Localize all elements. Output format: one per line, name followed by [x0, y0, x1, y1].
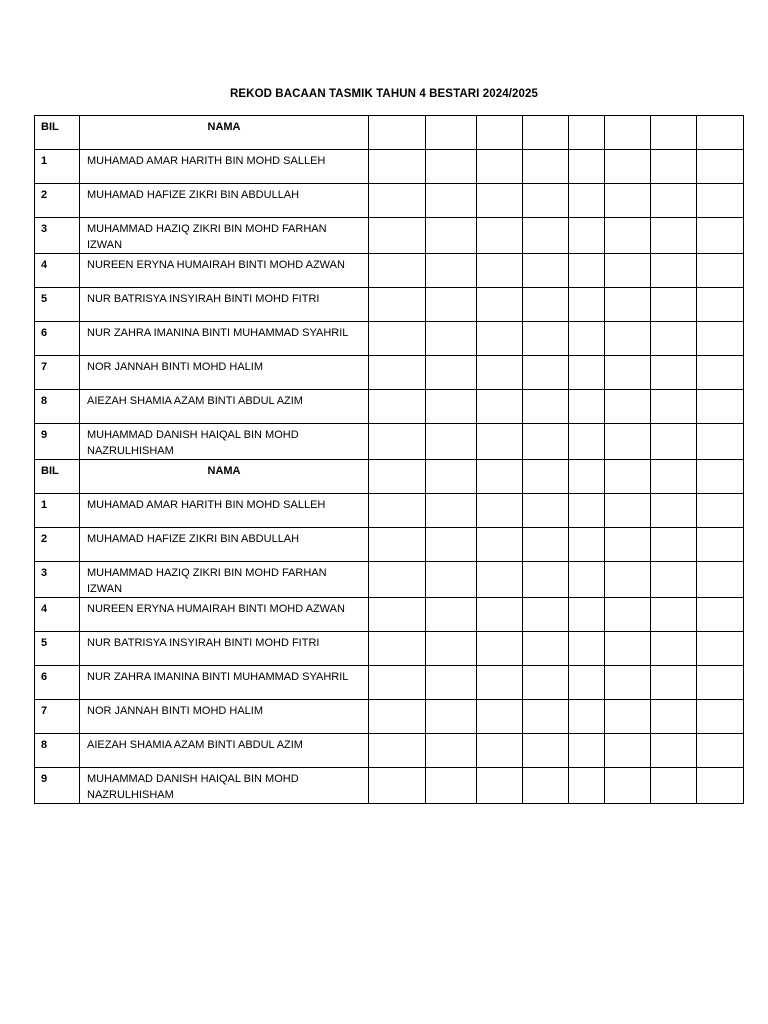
record-blank-cell[interactable]: [605, 528, 651, 562]
record-blank-cell[interactable]: [426, 562, 477, 598]
record-blank-cell[interactable]: [651, 562, 697, 598]
record-blank-cell[interactable]: [426, 424, 477, 460]
nama-cell: NUR BATRISYA INSYIRAH BINTI MOHD FITRI: [80, 632, 369, 666]
record-blank-cell[interactable]: [426, 356, 477, 390]
record-blank-cell[interactable]: [426, 632, 477, 666]
record-blank-cell[interactable]: [477, 184, 523, 218]
record-blank-cell[interactable]: [651, 734, 697, 768]
record-blank-cell[interactable]: [697, 322, 744, 356]
record-blank-cell[interactable]: [569, 424, 605, 460]
header-blank-cell: [523, 460, 569, 494]
bil-cell: 2: [35, 528, 80, 562]
record-blank-cell[interactable]: [369, 356, 426, 390]
record-blank-cell[interactable]: [605, 562, 651, 598]
record-blank-cell[interactable]: [697, 254, 744, 288]
bil-cell: 1: [35, 150, 80, 184]
tasmik-record-table: [34, 115, 744, 804]
record-blank-cell[interactable]: [523, 254, 569, 288]
record-blank-cell[interactable]: [697, 424, 744, 460]
record-blank-cell[interactable]: [697, 632, 744, 666]
record-blank-cell[interactable]: [605, 150, 651, 184]
record-blank-cell[interactable]: [426, 254, 477, 288]
table-row: [35, 218, 744, 254]
record-blank-cell[interactable]: [651, 390, 697, 424]
header-blank-cell: [426, 116, 477, 150]
bil-cell: 5: [35, 632, 80, 666]
record-blank-cell[interactable]: [369, 254, 426, 288]
record-blank-cell[interactable]: [697, 562, 744, 598]
bil-cell: 6: [35, 666, 80, 700]
record-blank-cell[interactable]: [426, 666, 477, 700]
record-blank-cell[interactable]: [523, 528, 569, 562]
record-blank-cell[interactable]: [477, 632, 523, 666]
nama-cell: NUR ZAHRA IMANINA BINTI MUHAMMAD SYAHRIL: [80, 322, 369, 356]
record-blank-cell[interactable]: [651, 254, 697, 288]
record-blank-cell[interactable]: [369, 288, 426, 322]
record-blank-cell[interactable]: [523, 494, 569, 528]
header-blank-cell: [569, 116, 605, 150]
nama-cell: MUHAMMAD DANISH HAIQAL BIN MOHD NAZRULHISHAM: [80, 424, 369, 460]
record-blank-cell[interactable]: [605, 218, 651, 254]
record-blank-cell[interactable]: [697, 494, 744, 528]
page-title: REKOD BACAAN TASMIK TAHUN 4 BESTARI 2024/2025: [229, 88, 539, 100]
bil-cell: 3: [35, 562, 80, 598]
bil-cell: 8: [35, 390, 80, 424]
table-header-row: [35, 460, 744, 494]
record-blank-cell[interactable]: [477, 598, 523, 632]
record-blank-cell[interactable]: [477, 356, 523, 390]
header-blank-cell: [697, 116, 744, 150]
nama-cell: NUREEN ERYNA HUMAIRAH BINTI MOHD AZWAN: [80, 598, 369, 632]
bil-cell: 9: [35, 768, 80, 804]
record-blank-cell[interactable]: [697, 150, 744, 184]
bil-cell: 4: [35, 254, 80, 288]
record-blank-cell[interactable]: [569, 150, 605, 184]
record-blank-cell[interactable]: [477, 322, 523, 356]
record-blank-cell[interactable]: [477, 494, 523, 528]
bil-cell: 8: [35, 734, 80, 768]
header-blank-cell: [651, 116, 697, 150]
table-row: [35, 390, 744, 424]
record-blank-cell[interactable]: [569, 494, 605, 528]
record-blank-cell[interactable]: [651, 424, 697, 460]
record-blank-cell[interactable]: [569, 734, 605, 768]
bil-cell: 6: [35, 322, 80, 356]
record-blank-cell[interactable]: [569, 768, 605, 804]
record-blank-cell[interactable]: [605, 666, 651, 700]
record-blank-cell[interactable]: [697, 218, 744, 254]
record-blank-cell[interactable]: [605, 390, 651, 424]
nama-cell: NOR JANNAH BINTI MOHD HALIM: [80, 356, 369, 390]
record-blank-cell[interactable]: [605, 598, 651, 632]
record-blank-cell[interactable]: [605, 734, 651, 768]
record-blank-cell[interactable]: [569, 528, 605, 562]
record-blank-cell[interactable]: [426, 598, 477, 632]
record-blank-cell[interactable]: [651, 494, 697, 528]
record-blank-cell[interactable]: [369, 218, 426, 254]
record-blank-cell[interactable]: [426, 322, 477, 356]
record-blank-cell[interactable]: [523, 218, 569, 254]
table-row: [35, 666, 744, 700]
record-blank-cell[interactable]: [697, 700, 744, 734]
record-blank-cell[interactable]: [569, 218, 605, 254]
table-header-row: [35, 116, 744, 150]
bil-cell: 7: [35, 700, 80, 734]
bil-cell: 3: [35, 218, 80, 254]
record-blank-cell[interactable]: [697, 288, 744, 322]
record-blank-cell[interactable]: [426, 528, 477, 562]
record-blank-cell[interactable]: [651, 700, 697, 734]
record-blank-cell[interactable]: [369, 562, 426, 598]
record-blank-cell[interactable]: [426, 700, 477, 734]
record-blank-cell[interactable]: [697, 528, 744, 562]
record-blank-cell[interactable]: [605, 768, 651, 804]
nama-cell: MUHAMAD HAFIZE ZIKRI BIN ABDULLAH: [80, 528, 369, 562]
record-blank-cell[interactable]: [569, 666, 605, 700]
record-blank-cell[interactable]: [569, 598, 605, 632]
table-row: [35, 562, 744, 598]
record-blank-cell[interactable]: [523, 356, 569, 390]
nama-cell: NUREEN ERYNA HUMAIRAH BINTI MOHD AZWAN: [80, 254, 369, 288]
record-blank-cell[interactable]: [523, 598, 569, 632]
record-blank-cell[interactable]: [651, 632, 697, 666]
record-blank-cell[interactable]: [426, 150, 477, 184]
record-blank-cell[interactable]: [651, 356, 697, 390]
header-blank-cell: [369, 460, 426, 494]
record-blank-cell[interactable]: [477, 390, 523, 424]
header-blank-cell: [605, 116, 651, 150]
record-blank-cell[interactable]: [651, 528, 697, 562]
record-blank-cell[interactable]: [426, 768, 477, 804]
record-blank-cell[interactable]: [369, 150, 426, 184]
header-blank-cell: [426, 460, 477, 494]
record-blank-cell[interactable]: [523, 322, 569, 356]
table-row: [35, 632, 744, 666]
table-row: [35, 150, 744, 184]
record-blank-cell[interactable]: [477, 666, 523, 700]
table-row: [35, 356, 744, 390]
record-blank-cell[interactable]: [523, 666, 569, 700]
record-blank-cell[interactable]: [651, 598, 697, 632]
table-row: [35, 734, 744, 768]
record-blank-cell[interactable]: [697, 390, 744, 424]
record-blank-cell[interactable]: [651, 322, 697, 356]
record-blank-cell[interactable]: [651, 768, 697, 804]
record-blank-cell[interactable]: [569, 562, 605, 598]
record-blank-cell[interactable]: [477, 254, 523, 288]
record-blank-cell[interactable]: [477, 218, 523, 254]
nama-cell: AIEZAH SHAMIA AZAM BINTI ABDUL AZIM: [80, 734, 369, 768]
record-blank-cell[interactable]: [605, 494, 651, 528]
record-blank-cell[interactable]: [697, 356, 744, 390]
record-blank-cell[interactable]: [605, 700, 651, 734]
record-blank-cell[interactable]: [569, 254, 605, 288]
record-blank-cell[interactable]: [426, 184, 477, 218]
record-blank-cell[interactable]: [369, 632, 426, 666]
table-row: [35, 700, 744, 734]
record-blank-cell[interactable]: [651, 288, 697, 322]
table-row: [35, 288, 744, 322]
header-blank-cell: [605, 460, 651, 494]
nama-cell: AIEZAH SHAMIA AZAM BINTI ABDUL AZIM: [80, 390, 369, 424]
record-blank-cell[interactable]: [477, 150, 523, 184]
nama-cell: NUR ZAHRA IMANINA BINTI MUHAMMAD SYAHRIL: [80, 666, 369, 700]
record-blank-cell[interactable]: [605, 254, 651, 288]
record-blank-cell[interactable]: [477, 768, 523, 804]
record-blank-cell[interactable]: [523, 768, 569, 804]
record-blank-cell[interactable]: [569, 184, 605, 218]
record-blank-cell[interactable]: [426, 494, 477, 528]
record-blank-cell[interactable]: [523, 424, 569, 460]
table-row: [35, 528, 744, 562]
record-blank-cell[interactable]: [569, 288, 605, 322]
record-blank-cell[interactable]: [523, 562, 569, 598]
bil-cell: 5: [35, 288, 80, 322]
record-blank-cell[interactable]: [369, 322, 426, 356]
bil-cell: 7: [35, 356, 80, 390]
record-blank-cell[interactable]: [523, 184, 569, 218]
record-blank-cell[interactable]: [369, 424, 426, 460]
bil-header: BIL: [35, 116, 80, 150]
record-blank-cell[interactable]: [369, 390, 426, 424]
header-blank-cell: [651, 460, 697, 494]
record-blank-cell[interactable]: [426, 218, 477, 254]
record-blank-cell[interactable]: [369, 700, 426, 734]
record-blank-cell[interactable]: [369, 184, 426, 218]
nama-header: NAMA: [80, 460, 369, 494]
record-blank-cell[interactable]: [477, 288, 523, 322]
header-blank-cell: [569, 460, 605, 494]
record-blank-cell[interactable]: [569, 632, 605, 666]
table-row: [35, 254, 744, 288]
record-blank-cell[interactable]: [523, 288, 569, 322]
record-blank-cell[interactable]: [569, 390, 605, 424]
record-blank-cell[interactable]: [651, 150, 697, 184]
record-blank-cell[interactable]: [651, 184, 697, 218]
table-row: [35, 424, 744, 460]
record-blank-cell[interactable]: [523, 632, 569, 666]
header-blank-cell: [477, 460, 523, 494]
table-row: [35, 494, 744, 528]
record-blank-cell[interactable]: [569, 322, 605, 356]
nama-cell: MUHAMAD HAFIZE ZIKRI BIN ABDULLAH: [80, 184, 369, 218]
record-blank-cell[interactable]: [651, 218, 697, 254]
record-blank-cell[interactable]: [369, 598, 426, 632]
header-blank-cell: [697, 460, 744, 494]
record-blank-cell[interactable]: [651, 666, 697, 700]
nama-cell: MUHAMAD AMAR HARITH BIN MOHD SALLEH: [80, 494, 369, 528]
table-row: [35, 322, 744, 356]
record-blank-cell[interactable]: [426, 734, 477, 768]
record-blank-cell[interactable]: [697, 184, 744, 218]
nama-cell: MUHAMAD AMAR HARITH BIN MOHD SALLEH: [80, 150, 369, 184]
nama-cell: MUHAMMAD HAZIQ ZIKRI BIN MOHD FARHAN IZWAN: [80, 562, 369, 598]
record-blank-cell[interactable]: [523, 150, 569, 184]
record-blank-cell[interactable]: [569, 700, 605, 734]
record-blank-cell[interactable]: [477, 562, 523, 598]
record-blank-cell[interactable]: [605, 322, 651, 356]
bil-header: BIL: [35, 460, 80, 494]
nama-cell: MUHAMMAD DANISH HAIQAL BIN MOHD NAZRULHISHAM: [80, 768, 369, 804]
record-blank-cell[interactable]: [605, 632, 651, 666]
record-blank-cell[interactable]: [369, 528, 426, 562]
record-blank-cell[interactable]: [523, 390, 569, 424]
record-blank-cell[interactable]: [477, 700, 523, 734]
record-blank-cell[interactable]: [523, 734, 569, 768]
record-blank-cell[interactable]: [369, 666, 426, 700]
bil-cell: 1: [35, 494, 80, 528]
header-blank-cell: [523, 116, 569, 150]
record-blank-cell[interactable]: [697, 768, 744, 804]
record-blank-cell[interactable]: [605, 424, 651, 460]
record-blank-cell[interactable]: [369, 494, 426, 528]
nama-cell: MUHAMMAD HAZIQ ZIKRI BIN MOHD FARHAN IZWAN: [80, 218, 369, 254]
bil-cell: 9: [35, 424, 80, 460]
record-blank-cell[interactable]: [605, 356, 651, 390]
bil-cell: 2: [35, 184, 80, 218]
header-blank-cell: [477, 116, 523, 150]
nama-cell: NUR BATRISYA INSYIRAH BINTI MOHD FITRI: [80, 288, 369, 322]
record-blank-cell[interactable]: [426, 288, 477, 322]
record-blank-cell[interactable]: [369, 768, 426, 804]
record-blank-cell[interactable]: [523, 700, 569, 734]
table-row: [35, 598, 744, 632]
table-row: [35, 184, 744, 218]
record-blank-cell[interactable]: [697, 666, 744, 700]
record-blank-cell[interactable]: [605, 288, 651, 322]
record-blank-cell[interactable]: [477, 734, 523, 768]
bil-cell: 4: [35, 598, 80, 632]
nama-header: NAMA: [80, 116, 369, 150]
record-blank-cell[interactable]: [697, 598, 744, 632]
record-blank-cell[interactable]: [569, 356, 605, 390]
table-row: [35, 768, 744, 804]
record-blank-cell[interactable]: [369, 734, 426, 768]
record-blank-cell[interactable]: [605, 184, 651, 218]
table-body: [35, 116, 744, 804]
nama-cell: NOR JANNAH BINTI MOHD HALIM: [80, 700, 369, 734]
header-blank-cell: [369, 116, 426, 150]
record-blank-cell[interactable]: [426, 390, 477, 424]
record-blank-cell[interactable]: [697, 734, 744, 768]
record-blank-cell[interactable]: [477, 424, 523, 460]
record-blank-cell[interactable]: [477, 528, 523, 562]
